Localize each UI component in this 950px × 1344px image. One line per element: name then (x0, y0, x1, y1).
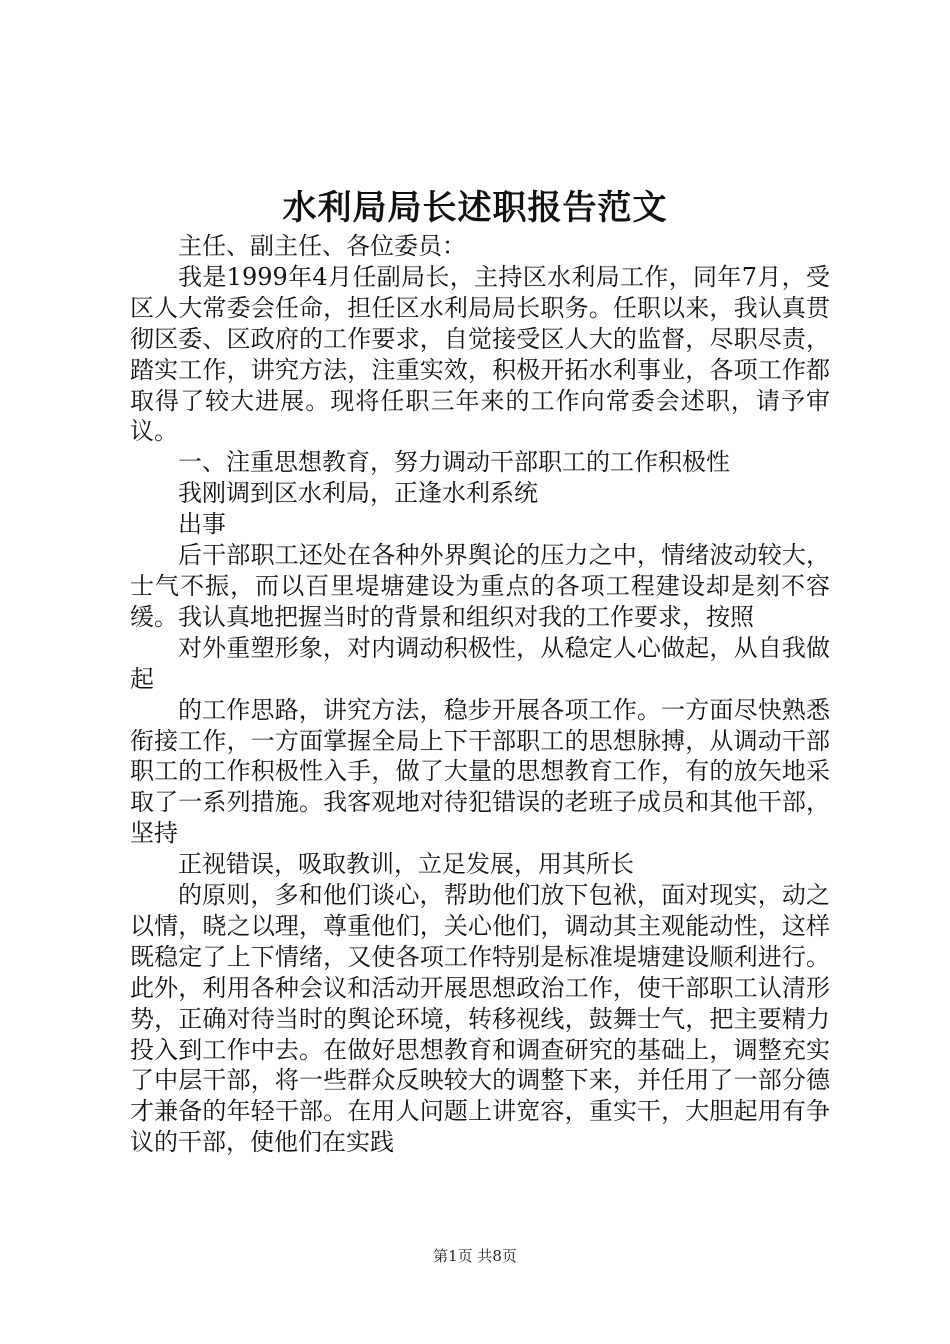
section-heading: 一、注重思想教育，努力调动干部职工的工作积极性 (178, 448, 730, 477)
document-title: 水利局局长述职报告范文 (282, 188, 668, 228)
page-number-footer: 第1页 共8页 (433, 1247, 517, 1265)
paragraph: 正视错误，吸取教训，立足发展，用其所长 (178, 850, 634, 879)
paragraph: 出事 (178, 510, 226, 539)
salutation: 主任、副主任、各位委员： (178, 232, 466, 260)
document-body (130, 231, 830, 1158)
paragraph: 对外重塑形象，对内调动积极性，从稳定人心做起，从自我做起 (130, 633, 830, 693)
paragraph: 的工作思路，讲究方法，稳步开展各项工作。一方面尽快熟悉衔接工作，一方面掌握全局上下干部职工的思想脉搏，从调动干部职工的工作积极性入手，做了大量的思想教育工作，有的放矢地采取了一系列措施。我客观地对待犯错误的老班子成员和其他干部，坚持 (130, 695, 830, 848)
paragraph: 后干部职工还处在各种外界舆论的压力之中，情绪波动较大，士气不振，而以百里堤塘建设为重点的各项工程建设却是刻不容缓。我认真地把握当时的背景和组织对我的工作要求，按照 (130, 541, 830, 631)
paragraph: 我是1999年4月任副局长，主持区水利局工作，同年7月，受区人大常委会任命，担任区水利局局长职务。任职以来，我认真贯彻区委、区政府的工作要求，自觉接受区人大的监督，尽职尽责，踏实工作，讲究方法，注重实效，积极开拓水利事业，各项工作都取得了较大进展。现将任职三年来的工作向常委会述职，请予审议。 (130, 262, 830, 446)
paragraph: 的原则，多和他们谈心，帮助他们放下包袱，面对现实，动之以情，晓之以理，尊重他们，关心他们，调动其主观能动性，这样既稳定了上下情绪，又使各项工作特别是标准堤塘建设顺利进行。此外，利用各种会议和活动开展思想政治工作，使干部职工认清形势，正确对待当时的舆论环境，转移视线，鼓舞士气，把主要精力投入到工作中去。在做好思想教育和调查研究的基础上，调整充实了中层干部，将一些群众反映较大的调整下来，并任用了一部分德才兼备的年轻干部。在用人问题上讲宽容，重实干，大胆起用有争议的干部，使他们在实践 (130, 881, 830, 1157)
paragraph: 我刚调到区水利局，正逢水利系统 (178, 479, 538, 508)
